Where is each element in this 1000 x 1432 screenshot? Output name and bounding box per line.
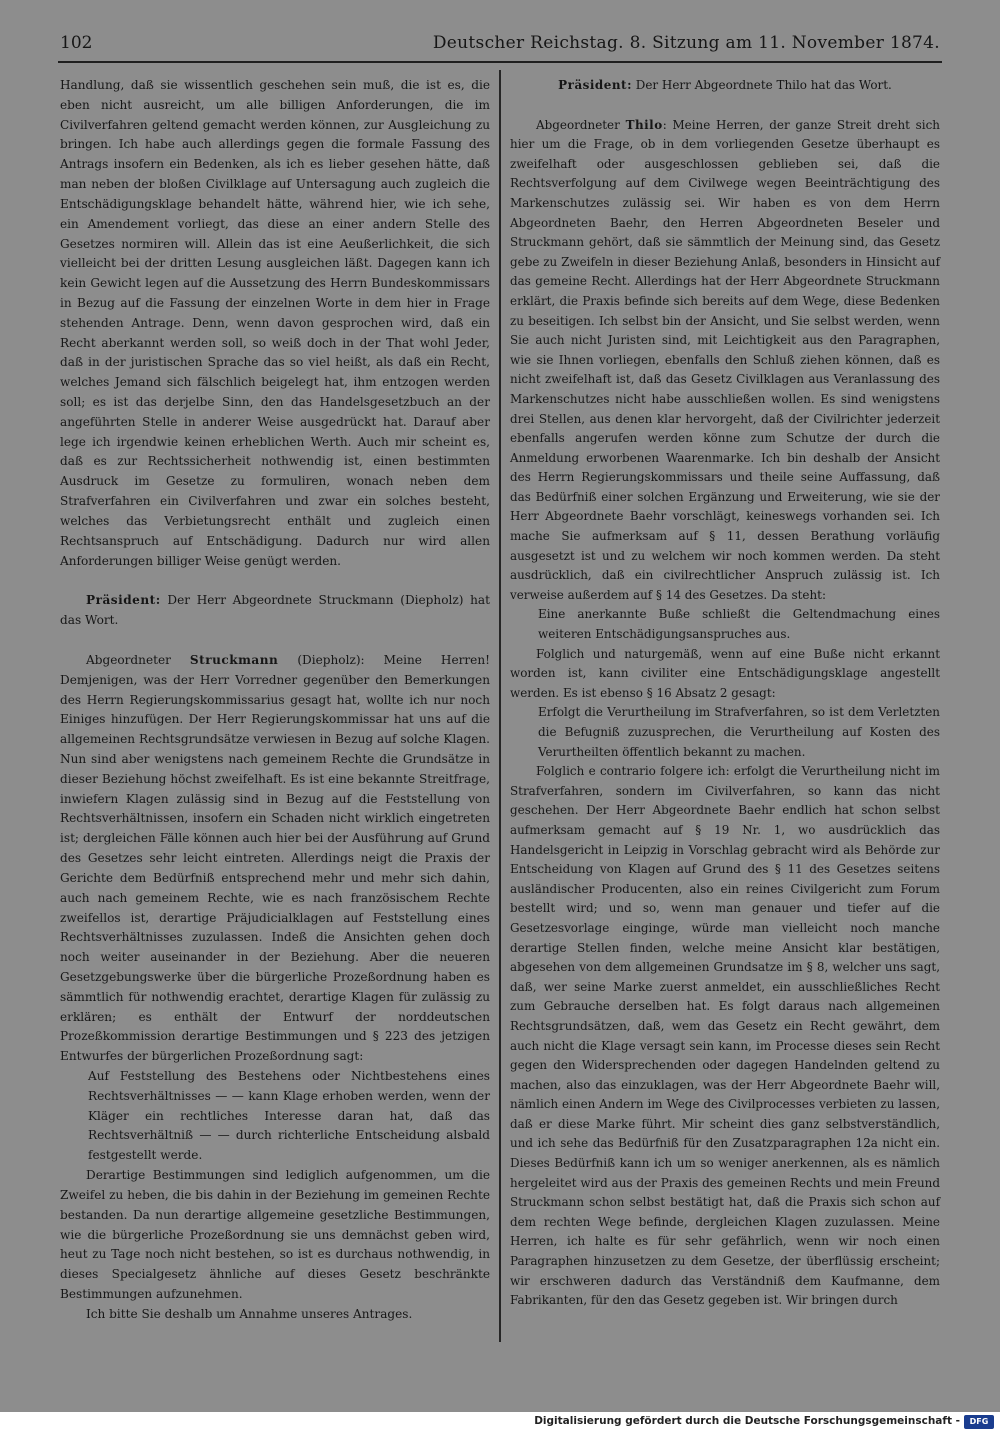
block-quote: Auf Feststellung des Bestehens oder Nichtbestehens eines Rechtsverhältnisses — — kann Klage erhoben werden, wenn der Kläger ein rechtliches Interesse daran hat, daß das Rechtsverhältniß — — durch richterliche Entscheidung alsbald festgestellt werde. [88, 1069, 490, 1163]
paragraph: Handlung, daß sie wissentlich geschehen sein muß, die ist es, die eben nicht ausreicht, um alle billigen Anforderungen, die im Civilverfahren geltend gemacht werden können, zur Ausgleichung zu bringen. Ich habe auch allerdings gegen die formale Fassung des Antrags insofern ein Bedenken, als ich es lieber gesehen hätte, daß man neben der bloßen Civilklage auf Untersagung auch zugleich die Entschädigungsklage behandelt hätte, während hier, wie ich sehe, ein Amendement vorliegt, das diese an einer andern Stelle des Gesetzes normiren will. Allein das ist eine Aeußerlichkeit, die sich vielleicht bei der dritten Lesung ausgleichen läßt. Dagegen kann ich kein Gewicht legen auf die Aussetzung des Herrn Bundeskommissars in Bezug auf die Fassung der einzelnen Worte in dem hier in Frage stehenden Antrage. Denn, wenn davon gesprochen wird, daß ein Recht aberkannt werden soll, so weiß doch in der That wohl Jeder, daß in der juristischen Sprache das so viel heißt, als daß ein Recht, welches Jemand sich fälschlich beigelegt hat, ihm entzogen werden soll; es ist das derjelbe Sinn, den das Handelsgesetzbuch an der angeführten Stelle in anderer Weise ausgedrückt hat. Darauf aber lege ich irgendwie keinen erheblichen Werth. Auch mir scheint es, daß es zur Rechtssicherheit nothwendig ist, einen bestimmten Ausdruck im Gesetze zu formuliren, wonach neben dem Strafverfahren ein Civilverfahren und zwar ein solches besteht, welches das Verbietungsrecht enthält und zugleich einen Rechtsanspruch auf Entschädigung. Dadurch nur wird allen Anforderungen billiger Weise genügt werden. [60, 78, 490, 568]
paragraph-text: Der Herr Abgeordnete Struckmann (Diepholz) hat das Wort. [60, 593, 490, 628]
column-divider [499, 70, 501, 1342]
footer-bar [0, 1412, 1000, 1432]
paragraph: Folglich und naturgemäß, wenn auf eine Buße nicht erkannt worden ist, kann civiliter eine Entschädigungsklage angestellt werden. Es ist ebenso § 16 Absatz 2 gesagt: [510, 646, 940, 700]
paragraph-text: (Diepholz): Meine Herren! Demjenigen, was der Herr Vorredner gegenüber den Bemerkungen des Herrn Regierungskommissarius gesagt hat, wollte ich nur noch Einiges hinzufügen. Der Herr Regierungskommissar hat uns auf die allgemeinen Rechtsgrundsätze verwiesen in Bezug auf solche Klagen. Nun sind aber wenigstens nach gemeinem Rechte die Grundsätze in dieser Beziehung höchst zweifelhaft. Es ist eine bekannte Streitfrage, inwiefern Klagen zulässig sind in Bezug auf die Feststellung von Rechtsverhältnissen, insofern ein Schaden nicht wirklich eingetreten ist; dergleichen Fälle können auch hier bei der Ausführung auf Grund des Gesetzes sehr leicht eintreten. Allerdings neigt die Praxis der Gerichte dem Bedürfniß entsprechend mehr und mehr sich dahin, auch nach gemeinem Rechte, wie es nach französischem Rechte zweifellos ist, derartige Präjudicialklagen auf Feststellung eines Rechtsverhältnisses zuzulassen. Indeß die Ansichten gehen doch noch weiter auseinander in der Beziehung. Aber die neueren Gesetzgebungswerke über die bürgerliche Prozeßordnung haben es sämmtlich für nothwendig erachtet, derartige Klagen für zulässig zu erklären; es enthält der Entwurf der norddeutschen Prozeßkommission derartige Bestimmungen und § 223 des jetzigen Entwurfes der bürgerlichen Prozeßordnung sagt: [60, 652, 490, 1064]
right-column [510, 76, 940, 1311]
header-rule [58, 61, 942, 63]
running-head: Deutscher Reichstag. 8. Sitzung am 11. November 1874. [432, 33, 940, 53]
digitization-credit: Digitalisierung gefördert durch die Deutsche Forschungsgemeinschaft - [534, 1415, 960, 1427]
paragraph [510, 76, 940, 96]
block-quote: Eine anerkannte Buße schließt die Geltendmachung eines weiteren Entschädigungsanspruches aus. [538, 607, 940, 642]
paragraph-text: Der Herr Abgeordnete Thilo hat das Wort. [631, 78, 892, 92]
speaker-prefix: Abgeordneter [86, 652, 190, 667]
paragraph: Ich bitte Sie deshalb um Annahme unseres Antrages. [86, 1306, 413, 1321]
speaker-prefix: Abgeordneter [536, 117, 626, 132]
speaker-name: Struckmann [189, 652, 279, 667]
speaker-name: Thilo [625, 117, 663, 132]
speaker-name: Präsident: [86, 593, 161, 608]
dfg-logo: DFG [964, 1415, 994, 1429]
left-column [60, 76, 490, 1325]
speaker-name: Präsident: [558, 78, 632, 92]
block-quote: Erfolgt die Verurtheilung im Strafverfahren, so ist dem Verletzten die Befugniß zuzusprechen, die Verurtheilung auf Kosten des Verurtheilten öffentlich bekannt zu machen. [538, 705, 940, 759]
paragraph [60, 591, 490, 631]
paragraph-text: : Meine Herren, der ganze Streit dreht sich hier um die Frage, ob in dem vorliegenden Gesetze überhaupt es zweifelhaft oder ausgeschlossen geblieben sei, daß die Rechtsverfolgung auf dem Civilwege wegen Beeinträchtigung des Markenschutzes zulässig sei. Wir haben es von dem Herrn Abgeordneten Baehr, den Herren Abgeordneten Beseler und Struckmann gehört, daß sie sämmtlich der Meinung sind, das Gesetz gebe zu Zweifeln in dieser Beziehung Anlaß, besonders in Hinsicht auf das gemeine Recht. Allerdings hat der Herr Abgeordnete Struckmann erklärt, die Praxis befinde sich bereits auf dem Wege, diese Bedenken zu beseitigen. Ich selbst bin der Ansicht, und Sie selbst werden, wenn Sie auch nicht Juristen sind, mit Leichtigkeit aus den Paragraphen, wie sie Ihnen vorliegen, ebenfalls den Schluß ziehen können, daß es nicht zweifelhaft ist, daß das Gesetz Civilklagen aus Veranlassung des Markenschutzes nicht habe ausschließen wollen. Es sind wenigstens drei Stellen, aus denen klar hervorgeht, daß der Civilrichter jederzeit ebenfalls angerufen werden könne zum Schutze der durch die Anmeldung erworbenen Waarenmarke. Ich bin deshalb der Ansicht des Herrn Regierungskommissars und theile seine Auffassung, daß das Bedürfniß einer solchen Ergänzung und Erweiterung, wie sie der Herr Abgeordnete Baehr vorschlägt, keineswegs vorhanden sei. Ich mache Sie aufmerksam auf § 11, dessen Berathung vorläufig ausgesetzt ist und zu welchem wir noch kommen werden. Da steht ausdrücklich, daß ein civilrechtlicher Anspruch zulässig ist. Ich verweise außerdem auf § 14 des Gesetzes. Da steht: [510, 117, 941, 602]
paragraph: Folglich e contrario folgere ich: erfolgt die Verurtheilung nicht im Strafverfahren, sondern im Civilverfahren, so kann das nicht geschehen. Der Herr Abgeordnete Baehr endlich hat schon selbst aufmerksam gemacht auf § 19 Nr. 1, wo ausdrücklich das Handelsgericht in Leipzig in Vorschlag gebracht wird als Behörde zur Entscheidung von Klagen auf Grund des § 11 des Gesetzes seitens ausländischer Producenten, also ein reines Civilgericht zum Forum bestellt wird; und so, wenn man genauer und tiefer auf die Gesetzesvorlage einginge, würde man vielleicht noch manche derartige Stellen finden, welche meine Ansicht klar bestätigen, abgesehen von dem allgemeinen Grundsatze im § 8, welcher uns sagt, daß, wer seine Marke zuerst anmeldet, ein ausschließliches Recht zum Gebrauche derselben hat. Es folgt daraus nach allgemeinen Rechtsgrundsätzen, daß, wem das Gesetz ein Recht gewährt, dem auch nicht die Klage versagt sein kann, im Processe dieses sein Recht gegen den Widersprechenden oder dagegen Handelnden geltend zu machen, also das einzuklagen, was der Herr Abgeordnete Baehr will, nämlich einen Andern im Wege des Civilprocesses verbieten zu lassen, daß er diese Marke führt. Mir scheint dies ganz selbstverständlich, und ich sehe das Bedürfniß für den Zusatzparagraphen 12a nicht ein. Dieses Bedürfniß kann ich um so weniger anerkennen, als es nämlich hergeleitet wird aus der Praxis des gemeinen Rechts und mein Freund Struckmann schon selbst bestätigt hat, daß die Praxis sich schon auf dem rechten Wege befinde, dergleichen Klagen zuzulassen. Meine Herren, ich halte es für sehr gefährlich, wenn wir noch einen Paragraphen hinzusetzen zu dem Gesetze, der überflüssig erscheint; wir erschweren dadurch das Verständniß dem Kaufmanne, dem Fabrikanten, für den das Gesetz gegeben ist. Wir bringen durch [510, 764, 940, 1308]
paragraph: Derartige Bestimmungen sind lediglich aufgenommen, um die Zweifel zu heben, die bis dahin in der Beziehung im gemeinen Rechte bestanden. Da nun derartige allgemeine gesetzliche Bestimmungen, wie die bürgerliche Prozeßordnung sie uns demnächst geben wird, heut zu Tage noch nicht bestehen, so ist es durchaus nothwendig, in dieses Specialgesetz ähnliche auf dieses Gesetz beschränkte Bestimmungen aufzunehmen. [60, 1168, 490, 1301]
paragraph [60, 651, 490, 1067]
paragraph [510, 116, 940, 606]
page-header [60, 33, 940, 57]
page-number: 102 [60, 33, 93, 53]
